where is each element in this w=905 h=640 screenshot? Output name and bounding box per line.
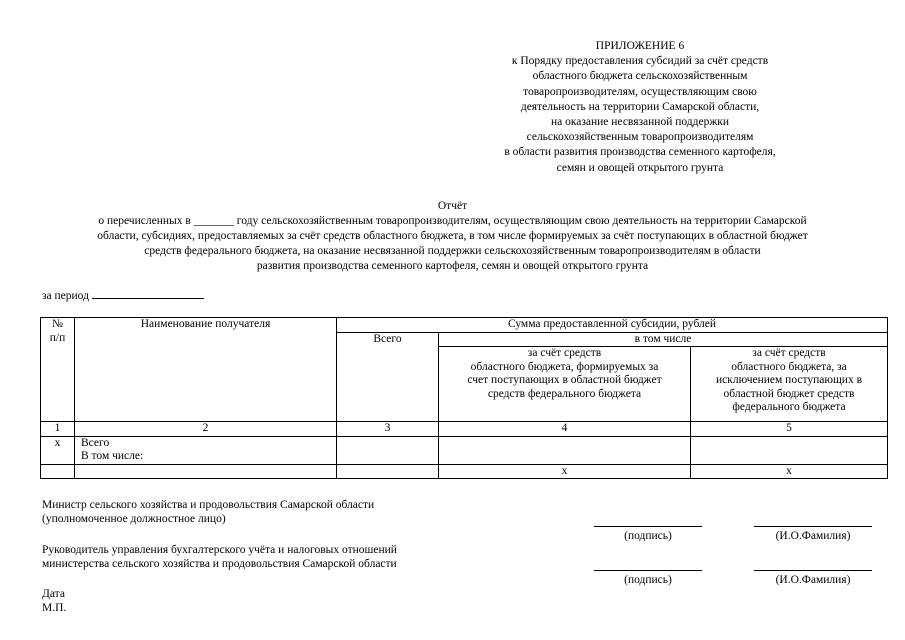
appendix-line: областного бюджета сельскохозяйственным [532, 70, 748, 83]
appendix-line: семян и овощей открытого грунта [556, 161, 724, 174]
period-row [42, 288, 204, 303]
appendix-block [430, 39, 850, 176]
col-regional-header: за счёт средств областного бюджета, за исключением поступающих в областной бюджет средств федерального бюджета [691, 347, 888, 422]
report-line-1 [30, 214, 875, 229]
x-mark-cell: х [691, 464, 888, 479]
col-no-header: № п/п [41, 318, 75, 422]
report-line-1-start: о перечисленных в [98, 215, 191, 227]
name-line [754, 570, 872, 571]
col-number: 4 [439, 422, 691, 437]
date-seal-block [42, 587, 66, 615]
total-regional-cell [691, 436, 888, 464]
x-mark-cell: х [439, 464, 691, 479]
report-line-4: развития производства семенного картофеля, семян и овощей открытого грунта [256, 260, 649, 272]
period-label: за период [42, 290, 89, 302]
appendix-heading: ПРИЛОЖЕНИЕ 6 [595, 40, 685, 52]
col-number: 5 [691, 422, 888, 437]
empty-cell [75, 464, 337, 479]
col-number: 2 [75, 422, 337, 437]
total-federal-cell [439, 436, 691, 464]
total-cell [337, 436, 439, 464]
report-line-3: средств федерального бюджета, на оказание несвязанной поддержки сельскохозяйственным товаропроизводителям в области [144, 245, 761, 257]
minister-block [42, 498, 374, 526]
appendix-line: к Порядку предоставления субсидий за счёт средств [511, 55, 769, 68]
empty-cell [41, 464, 75, 479]
appendix-line: на оказание несвязанной поддержки [550, 116, 730, 129]
signature-line [594, 526, 702, 527]
col-federal-header: за счёт средств областного бюджета, формируемых за счет поступающих в областной бюджет средств федерального бюджета [439, 347, 691, 422]
appendix-line: товаропроизводителям, осуществляющим свою [523, 85, 757, 98]
col-incl-header: в том числе [439, 332, 888, 347]
table-row-total [41, 436, 888, 464]
report-title-block [30, 199, 875, 274]
name-label: (И.О.Фамилия) [775, 530, 851, 542]
signature-line [594, 570, 702, 571]
subsidy-table [40, 317, 888, 479]
name-line [754, 526, 872, 527]
col-name-header: Наименование получателя [75, 318, 337, 422]
year-blank: _______ [193, 215, 234, 227]
signature-label: (подпись) [624, 530, 672, 542]
incl-row-label: В том числе: [81, 450, 144, 462]
total-row-label-cell [75, 436, 337, 464]
appendix-line: деятельность на территории Самарской области, [520, 100, 760, 113]
head-title: Руководитель управления бухгалтерского учёта и налоговых отношений [42, 544, 397, 556]
minister-title: Министр сельского хозяйства и продовольствия Самарской области [42, 499, 375, 511]
period-blank-line [92, 288, 204, 299]
head-subtitle: министерства сельского хозяйства и продовольствия Самарской области [42, 558, 397, 570]
appendix-line: в области развития производства семенного картофеля, [504, 146, 776, 159]
col-total-header: Всего [337, 332, 439, 422]
col-sum-header: Сумма предоставленной субсидии, рублей [337, 318, 888, 333]
report-line-2: области, субсидиях, предоставляемых за счёт средств областного бюджета, в том числе формируемых за счёт поступающих в областной бюджет [97, 230, 808, 242]
signature-label: (подпись) [624, 574, 672, 586]
col-number: 3 [337, 422, 439, 437]
head-block [42, 543, 397, 571]
name-label: (И.О.Фамилия) [775, 574, 851, 586]
minister-subtitle: (уполномоченное должностное лицо) [42, 513, 226, 525]
table-row [41, 464, 888, 479]
col-number: 1 [41, 422, 75, 437]
total-row-mark: х [41, 436, 75, 464]
date-label: Дата [42, 588, 65, 600]
appendix-line: сельскохозяйственным товаропроизводителям [526, 131, 754, 144]
seal-label: М.П. [42, 602, 67, 614]
total-row-label: Всего [81, 436, 110, 449]
report-line-1-end: году сельскохозяйственным товаропроизводителям, осуществляющим свою деятельность на территории Самарской [236, 215, 807, 227]
empty-cell [337, 464, 439, 479]
report-title: Отчёт [437, 200, 468, 212]
